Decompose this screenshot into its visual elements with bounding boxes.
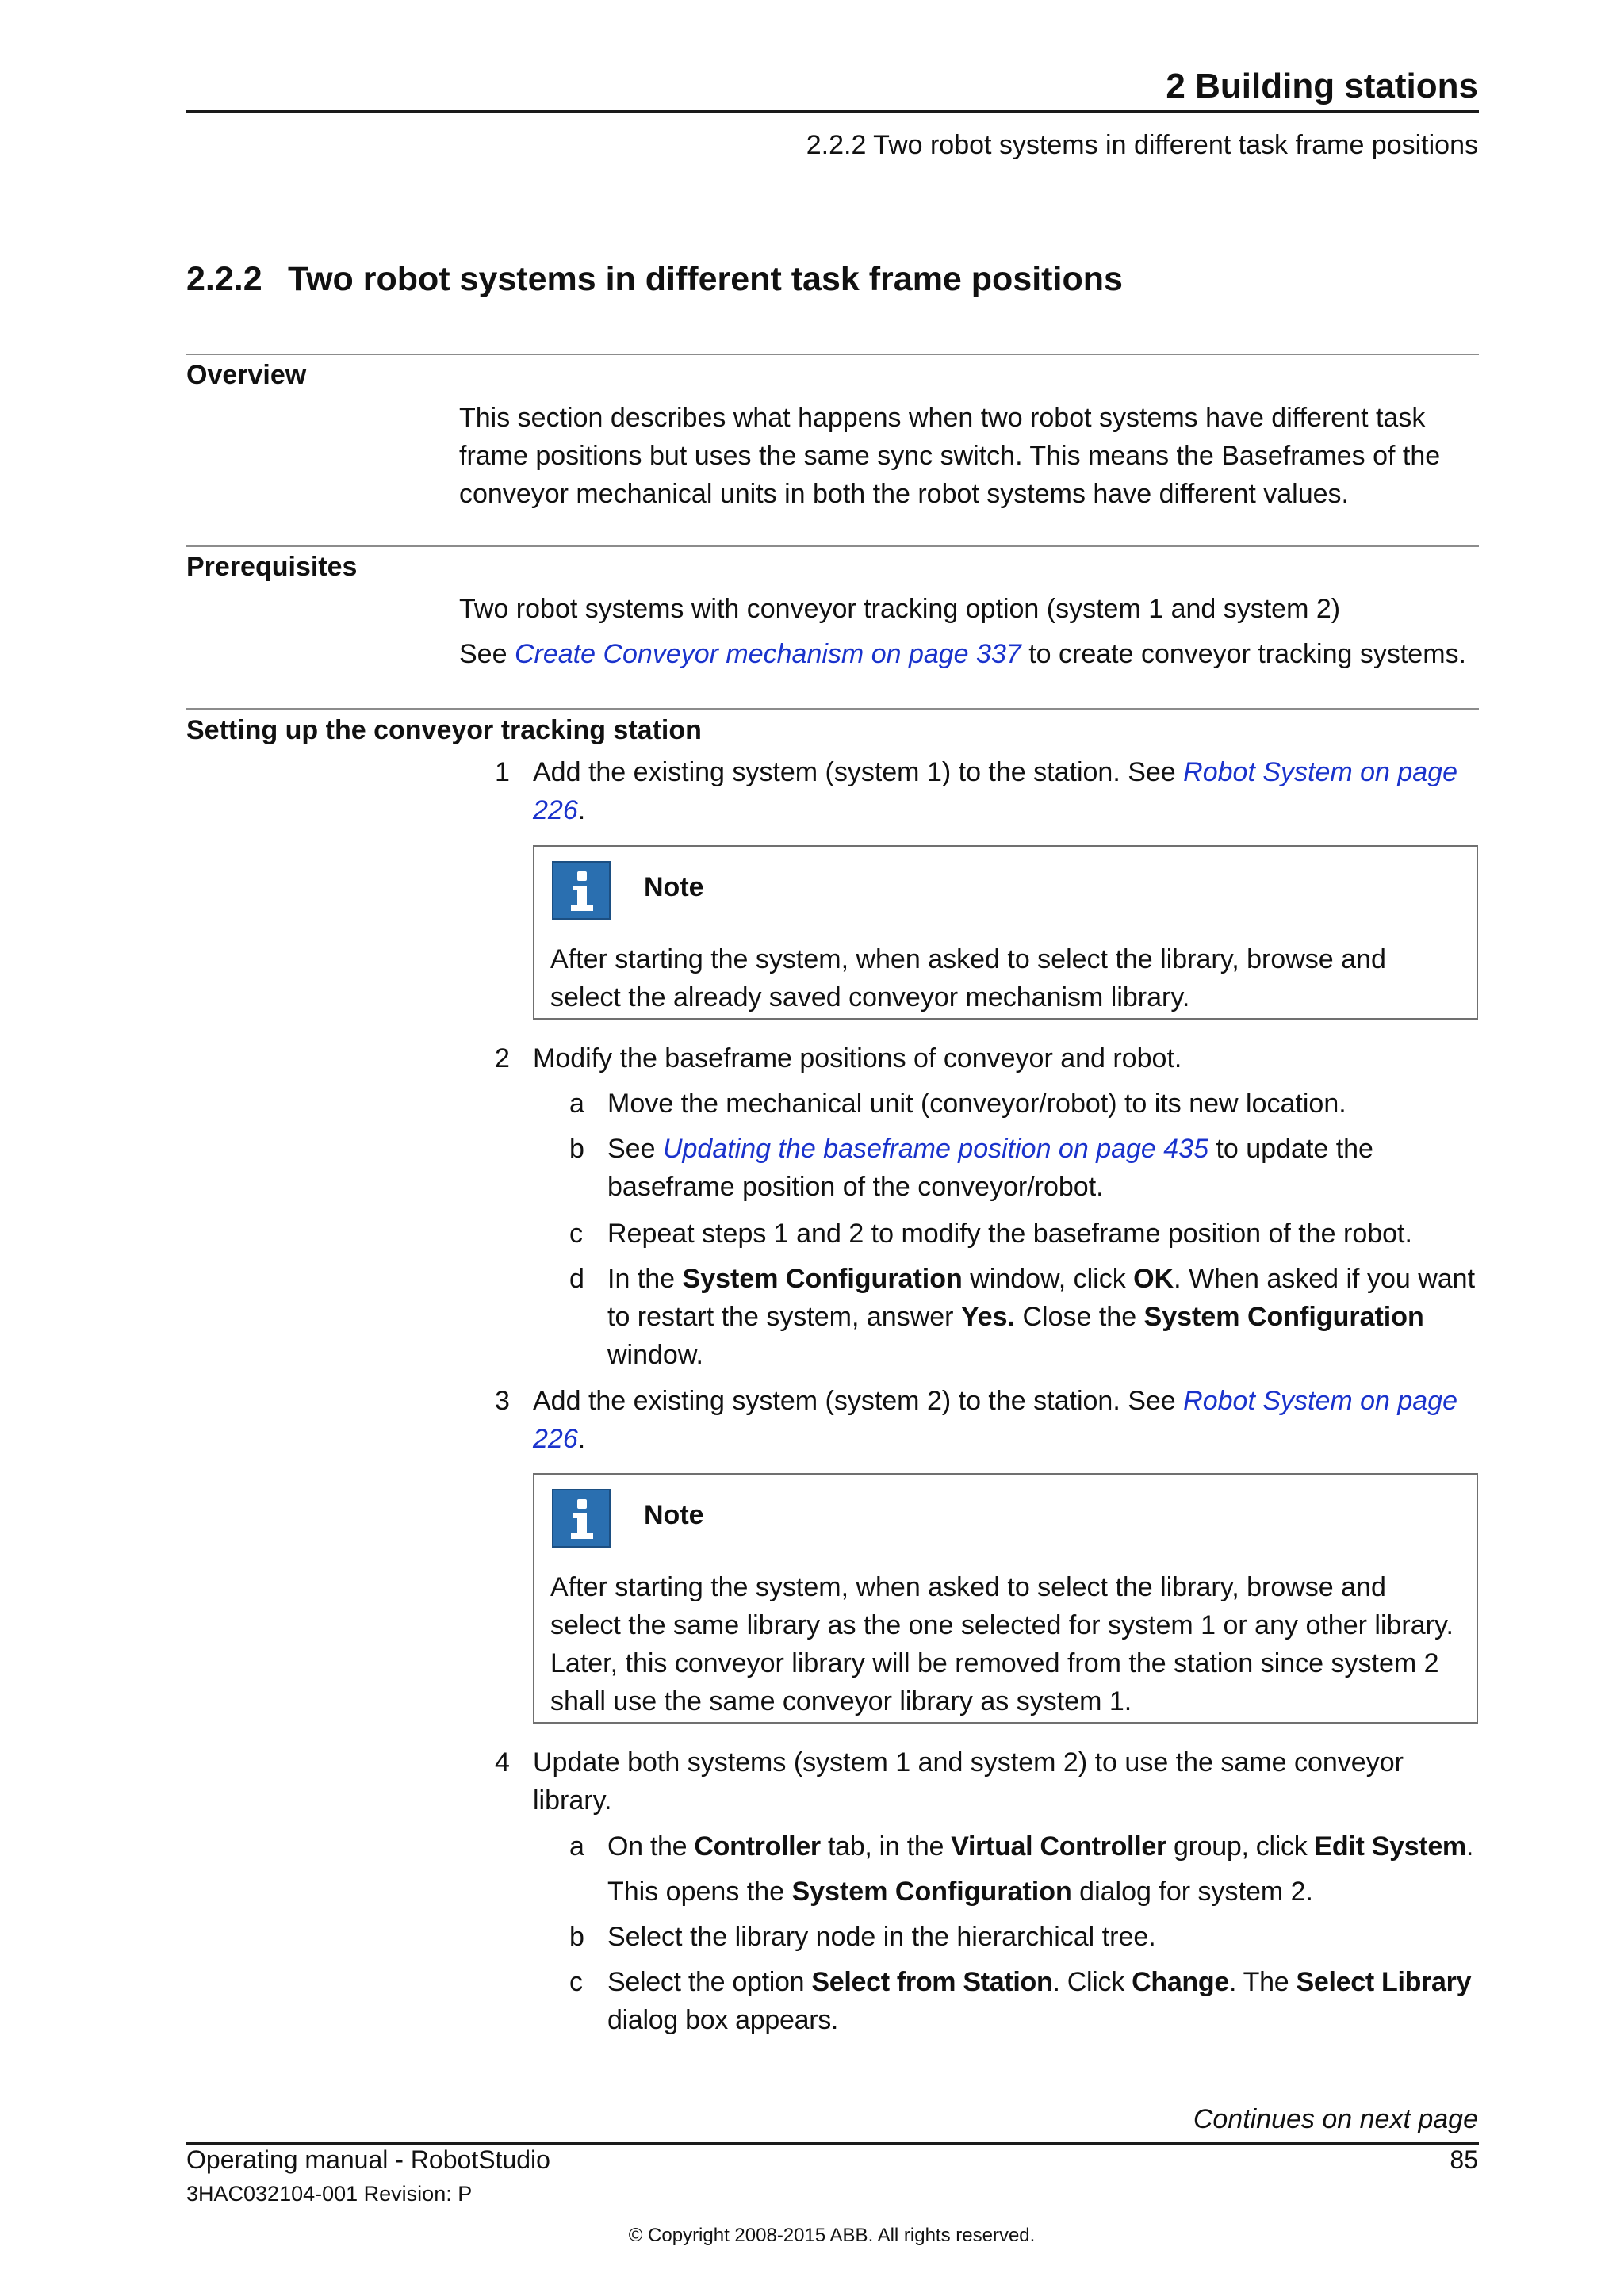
divider: [186, 708, 1479, 710]
step-2b: b See Updating the baseframe position on page 435 to update the baseframe position of the conveyor/robot.: [569, 1134, 1373, 1202]
header-rule: [186, 110, 1479, 113]
section-title-text: Two robot systems in different task frame positions: [288, 260, 1123, 298]
overview-text: This section describes what happens when two robot systems have different task frame positions but uses the same sync switch. This means the Baseframes of the conveyor mechanical units in both the robot systems have different values.: [459, 403, 1441, 509]
step-2d: d In the System Configuration window, click OK. When asked if you want to restart the system, answer Yes. Close the System Configuration window.: [569, 1264, 1476, 1370]
step-2: 2 Modify the baseframe positions of conveyor and robot.: [495, 1043, 1182, 1073]
step-4: 4 Update both systems (system 1 and system 2) to use the same conveyor library.: [495, 1747, 1404, 1816]
prerequisites-text: Two robot systems with conveyor tracking option (system 1 and system 2) See Create Conveyor mechanism on page 337 to create conveyor tracking systems.: [459, 594, 1466, 669]
chapter-title: 2 Building stations: [1166, 67, 1478, 105]
step-1: 1 Add the existing system (system 1) to the station. See Robot System on page 226.: [495, 757, 1458, 825]
overview-label: Overview: [186, 360, 307, 390]
step-2a: a Move the mechanical unit (conveyor/robot) to its new location.: [569, 1089, 1346, 1119]
page-number: 85: [1450, 2145, 1478, 2174]
step-4b: b Select the library node in the hierarchical tree.: [569, 1922, 1156, 1952]
setup-label: Setting up the conveyor tracking station: [186, 715, 702, 745]
copyright: © Copyright 2008-2015 ABB. All rights reserved.: [628, 2225, 1036, 2246]
prerequisites-label: Prerequisites: [186, 552, 358, 582]
info-icon: [552, 861, 611, 920]
note-box: [533, 1473, 1478, 1724]
robot-system-link[interactable]: Robot System on page 226: [533, 757, 1458, 825]
divider: [186, 545, 1479, 547]
step-4c: c Select the option Select from Station. Click Change. The Select Library dialog box appears.: [569, 1967, 1472, 2035]
note-text: After starting the system, when asked to select the library, browse and select the same library as the one selected for system 1 or any other library. Later, this conveyor library will be removed from the station since system 2 shall use the same conveyor library as system 1.: [550, 1572, 1454, 1716]
step-2c: c Repeat steps 1 and 2 to modify the baseframe position of the robot.: [569, 1219, 1412, 1249]
info-icon: [552, 1489, 611, 1548]
robot-system-link[interactable]: Robot System on page 226: [533, 1386, 1458, 1454]
step-3: 3 Add the existing system (system 2) to the station. See Robot System on page 226.: [495, 1386, 1458, 1454]
divider: [186, 354, 1479, 355]
note-box: [533, 845, 1478, 1020]
section-number: 2.2.2: [186, 260, 262, 298]
running-section-title: 2.2.2 Two robot systems in different task frame positions: [806, 130, 1478, 160]
note-title: Note: [644, 872, 704, 902]
step-4a-detail: This opens the System Configuration dialog for system 2.: [607, 1877, 1313, 1907]
note-title: Note: [644, 1500, 704, 1530]
continues-note: Continues on next page: [1193, 2104, 1478, 2134]
section-title: [186, 260, 1123, 299]
step-4a: a On the Controller tab, in the Virtual Controller group, click Edit System.: [569, 1831, 1474, 1862]
note-text: After starting the system, when asked to select the library, browse and select the already saved conveyor mechanism library.: [550, 944, 1386, 1012]
create-conveyor-link[interactable]: Create Conveyor mechanism on page 337: [514, 639, 1021, 669]
baseframe-link[interactable]: Updating the baseframe position on page 435: [662, 1134, 1209, 1164]
document-id: 3HAC032104-001 Revision: P: [186, 2182, 473, 2206]
footer-rule: [186, 2142, 1479, 2145]
manual-title: Operating manual - RobotStudio: [186, 2145, 550, 2174]
